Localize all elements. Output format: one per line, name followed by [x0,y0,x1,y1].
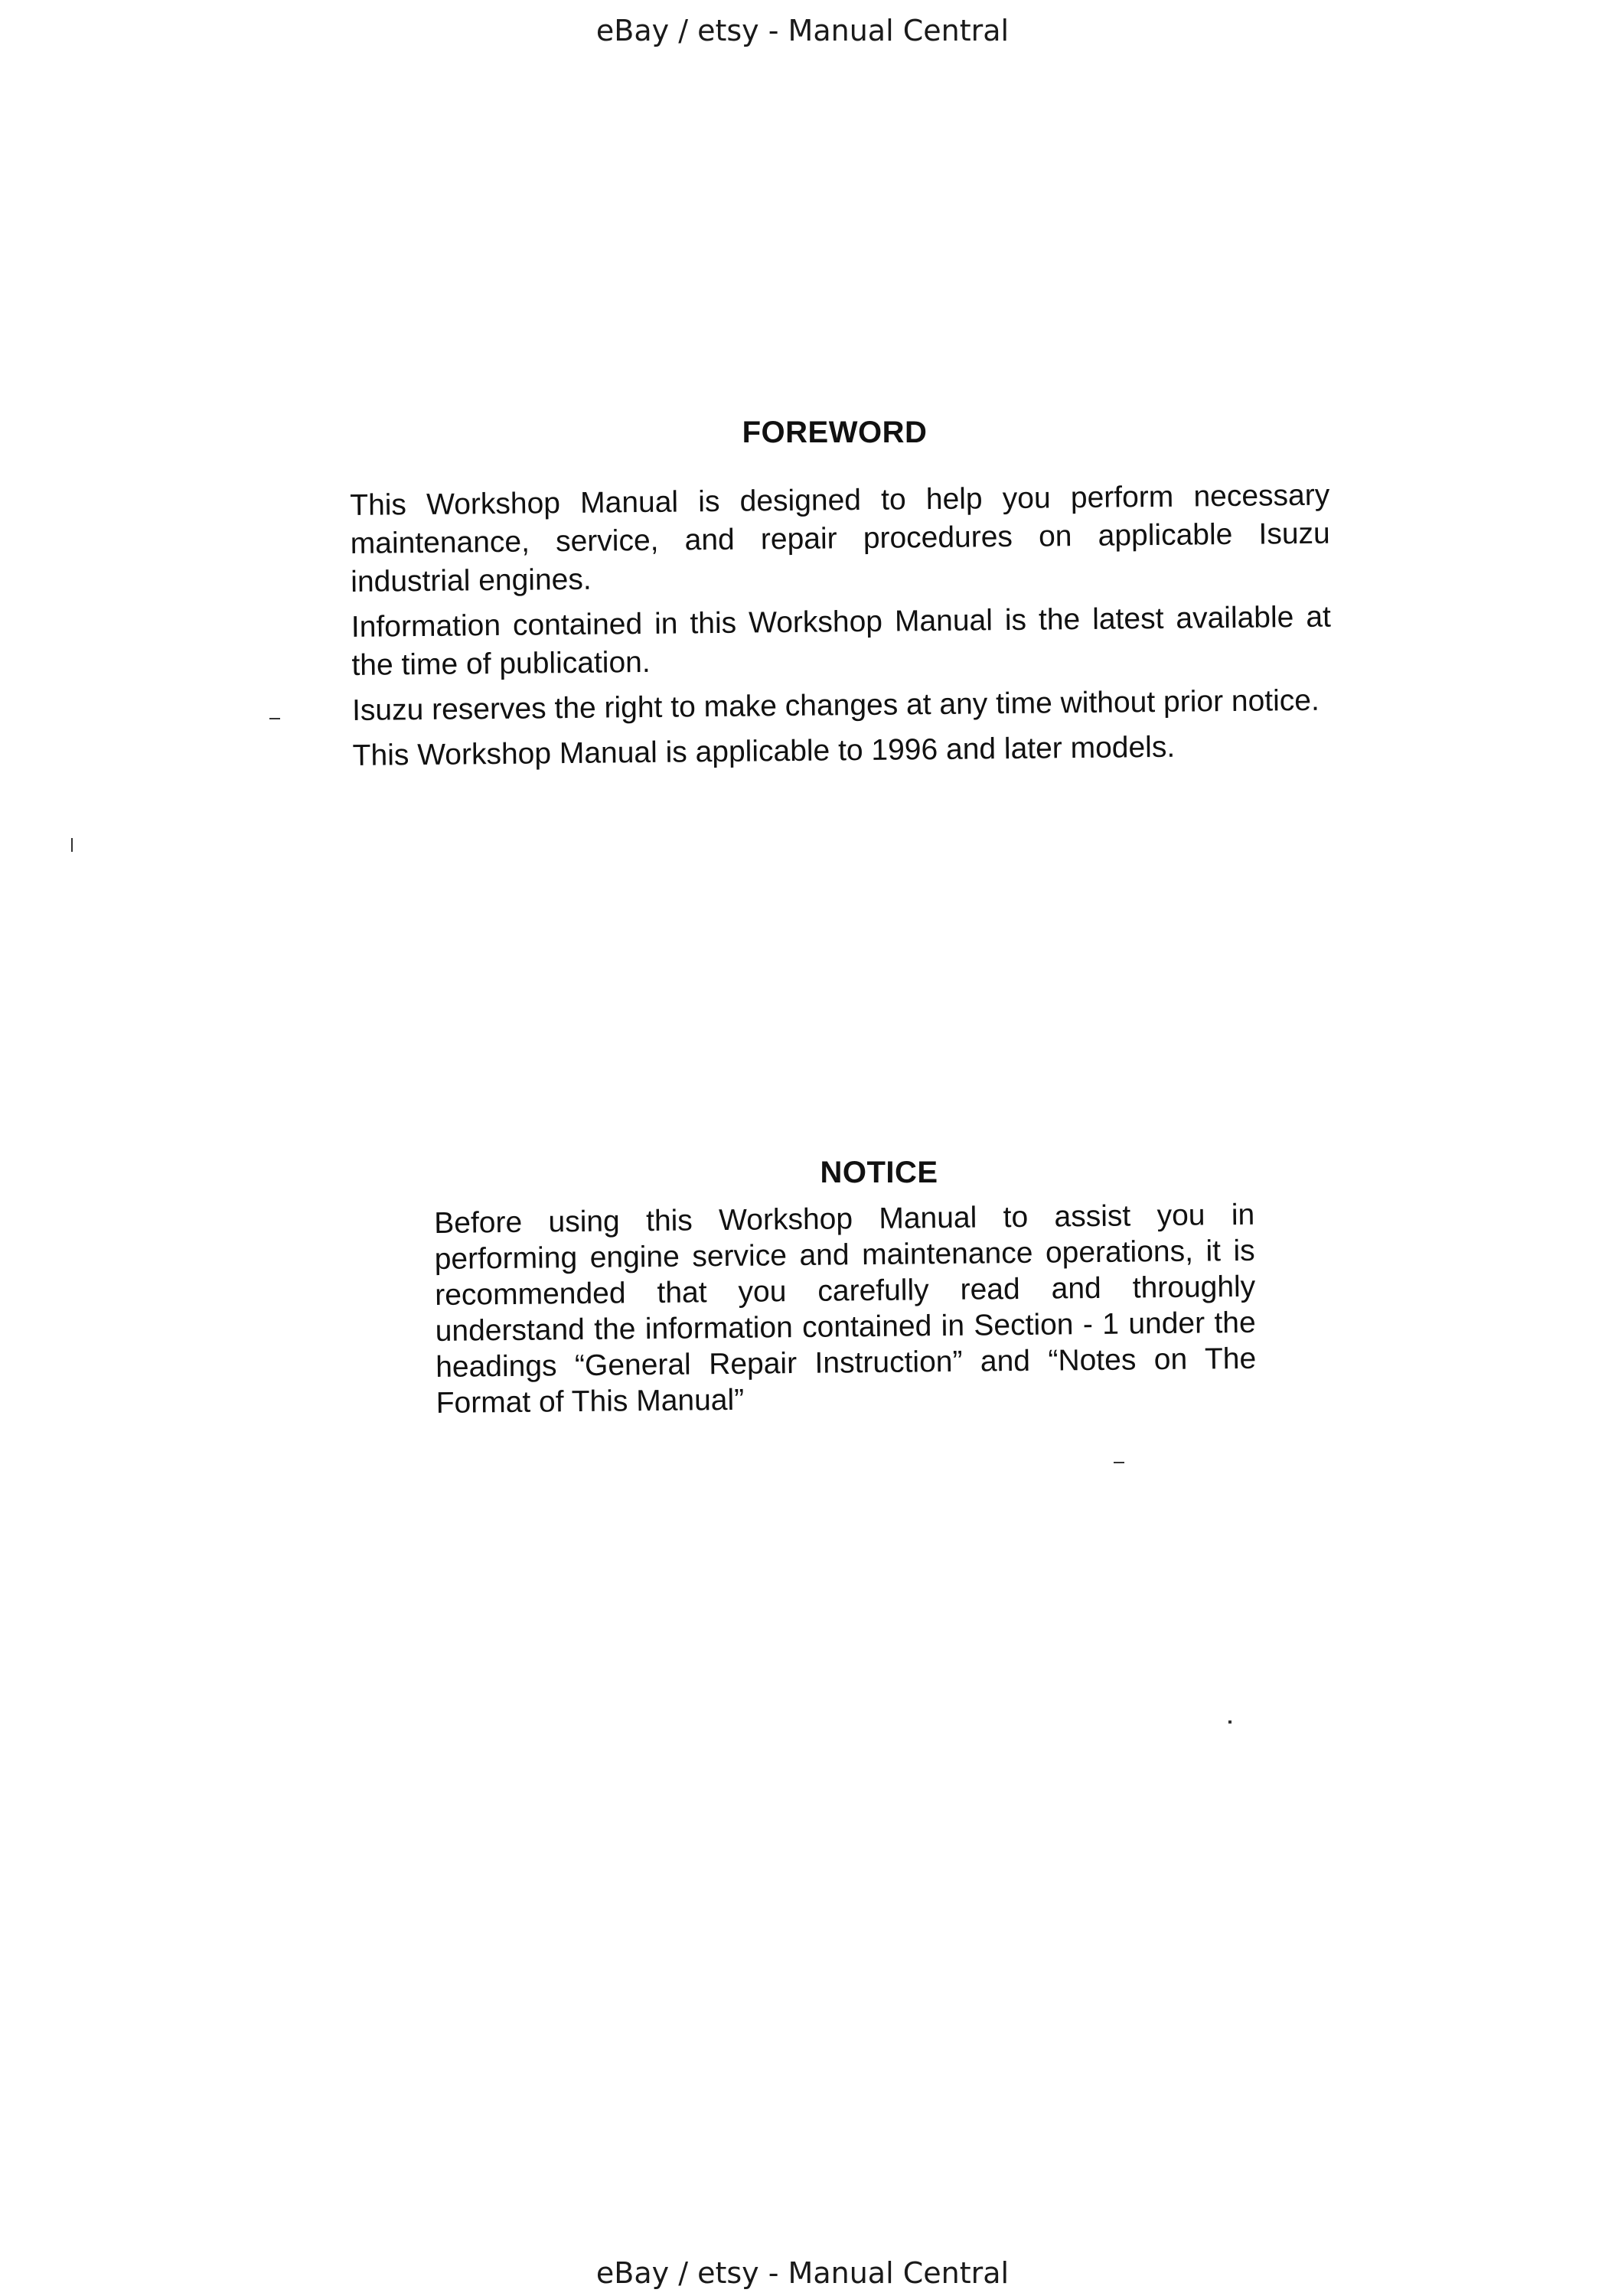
foreword-body [350,477,1333,782]
header-banner: eBay / etsy - Manual Central [595,14,1010,47]
scan-mark [269,718,280,719]
foreword-paragraph-3: Isuzu reserves the right to make changes at any time without prior notice. [351,683,1320,727]
foreword-title: FOREWORD [742,416,928,449]
notice-title: NOTICE [820,1156,938,1189]
notice-paragraph: Before using this Workshop Manual to assist you in performing engine service and maintenance operations, it is recommended that you carefully read and throughly understand the information contained in Section - 1 under the headings “General Repair Instruction” and “Notes on The Format of This Manual” [434,1198,1257,1420]
footer-banner: eBay / etsy - Manual Central [595,2256,1010,2290]
notice-body [434,1197,1257,1428]
scan-mark [1114,1462,1124,1463]
foreword-paragraph-1: This Workshop Manual is designed to help you perform necessary maintenance, service, and repair procedures on applicable Isuzu industrial engines. [350,478,1330,598]
scan-mark [1228,1720,1231,1724]
scan-mark [71,838,73,852]
foreword-paragraph-2: Information contained in this Workshop Manual is the latest available at the time of publication. [351,600,1332,682]
foreword-paragraph-4: This Workshop Manual is applicable to 1996 and later models. [352,730,1176,772]
